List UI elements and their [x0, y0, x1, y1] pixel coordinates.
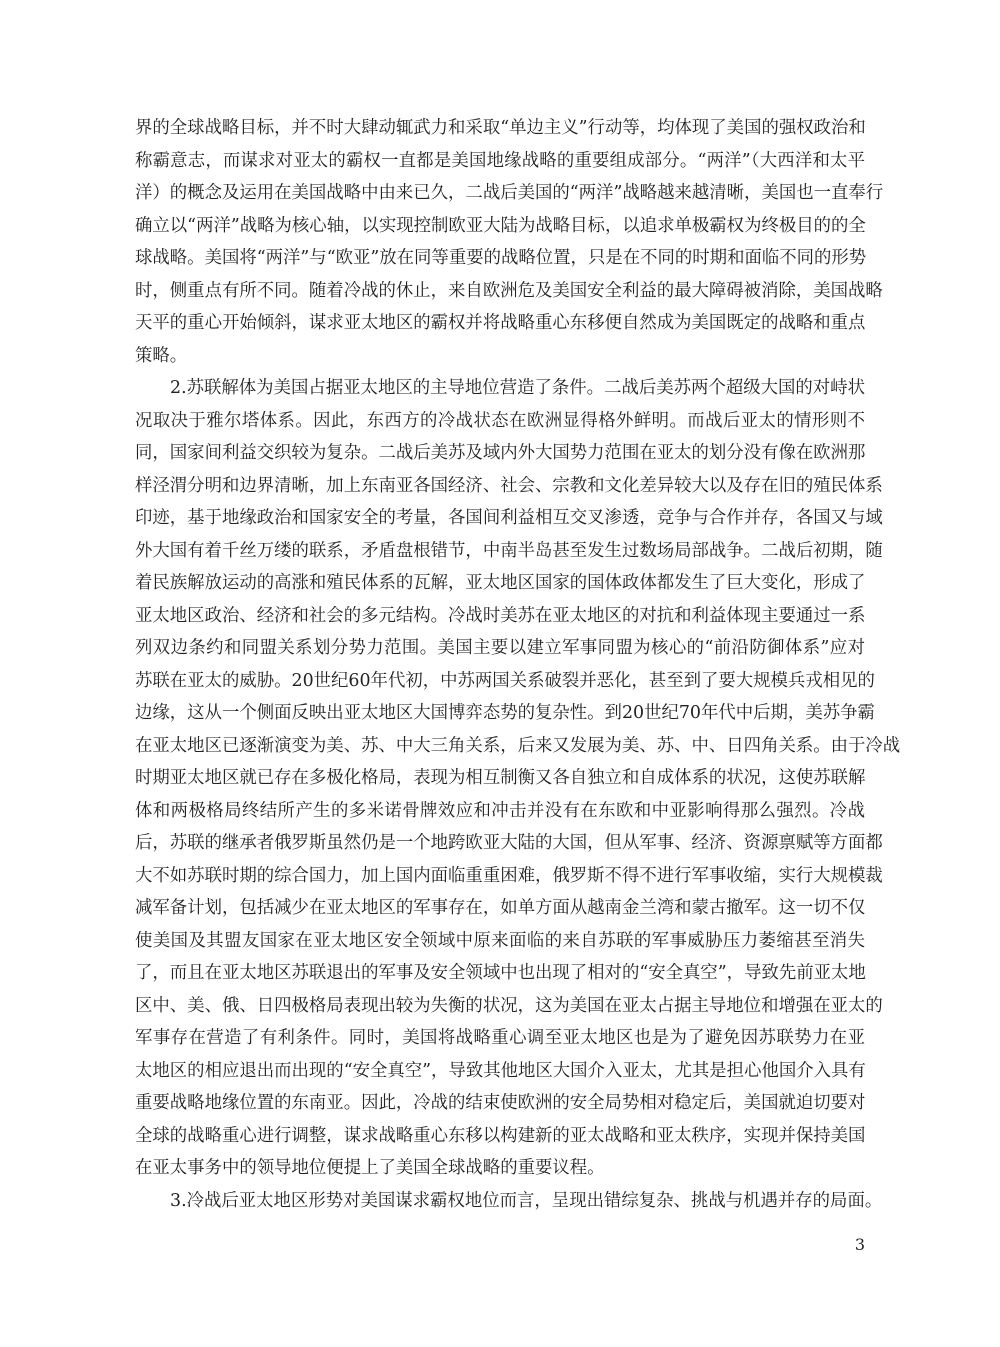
text-line: 况取决于雅尔塔体系。因此，东西方的冷战状态在欧洲显得格外鲜明。而战后亚太的情形则不 — [135, 410, 865, 431]
text-line: 大不如苏联时期的综合国力，加上国内面临重重困难，俄罗斯不得不进行军事收缩，实行大规模裁 — [135, 865, 883, 886]
text-line: 外大国有着千丝万缕的联系，矛盾盘根错节，中南半岛甚至发生过数场局部战争。二战后初期，随 — [135, 540, 883, 561]
text-line: 球战略。美国将“两洋”与“欧亚”放在同等重要的战略位置，只是在不同的时期和面临不同的形势 — [135, 248, 867, 268]
text-line: 洋）的概念及运用在美国战略中由来已久，二战后美国的“两洋”战略越来越清晰，美国也一直奉行 — [135, 183, 884, 203]
text-line: 确立以“两洋”战略为核心轴，以实现控制欧亚大陆为战略目标，以追求单极霸权为终极目的的全 — [135, 215, 866, 236]
text-line: 使美国及其盟友国家在亚太地区安全领域中原来面临的来自苏联的军事威胁压力萎缩甚至消失 — [135, 930, 865, 951]
text-line: 后，苏联的继承者俄罗斯虽然仍是一个地跨欧亚大陆的大国，但从军事、经济、资源禀赋等方面都 — [135, 833, 883, 853]
text-line: 了，而且在亚太地区苏联退出的军事及安全领域中也出现了相对的“安全真空”，导致先前亚太地 — [135, 963, 866, 983]
text-line: 减军备计划，包括减少在亚太地区的军事存在，如单方面从越南金兰湾和蒙古撤军。这一切不仅 — [135, 898, 866, 918]
text-line: 重要战略地缘位置的东南亚。因此，冷战的结束使欧洲的安全局势相对稳定后，美国就迫切要对 — [135, 1093, 866, 1113]
text-line: 着民族解放运动的高涨和殖民体系的瓦解，亚太地区国家的国体政体都发生了巨大变化，形成了 — [135, 573, 866, 593]
text-line: 列双边条约和同盟关系划分势力范围。美国主要以建立军事同盟为核心的“前沿防御体系”应对 — [135, 638, 865, 658]
text-line: 天平的重心开始倾斜，谋求亚太地区的霸权并将战略重心东移便自然成为美国既定的战略和重点 — [135, 313, 866, 333]
text-line: 3.冷战后亚太地区形势对美国谋求霸权地位而言，呈现出错综复杂、挑战与机遇并存的局面。 — [170, 1190, 883, 1211]
text-line: 同，国家间利益交织较为复杂。二战后美苏及域内外大国势力范围在亚太的划分没有像在欧洲那 — [135, 443, 866, 463]
text-line: 样泾渭分明和边界清晰，加上东南亚各国经济、社会、宗教和文化差异较大以及存在旧的殖民体系 — [135, 475, 883, 496]
text-line: 全球的战略重心进行调整，谋求战略重心东移以构建新的亚太战略和亚太秩序，实现并保持美国 — [135, 1125, 866, 1146]
text-line: 区中、美、俄、日四极格局表现出较为失衡的状况，这为美国在亚太占据主导地位和增强在亚太的 — [135, 995, 883, 1016]
page-number: 3 — [854, 1235, 865, 1254]
text-line: 界的全球战略目标，并不时大肆动辄武力和采取“单边主义”行动等，均体现了美国的强权政治和 — [135, 118, 866, 138]
text-line: 2.苏联解体为美国占据亚太地区的主导地位营造了条件。二战后美苏两个超级大国的对峙状 — [170, 378, 865, 398]
text-line: 时，侧重点有所不同。随着冷战的休止，来自欧洲危及美国安全利益的最大障碍被消除，美国战略 — [135, 280, 883, 301]
text-line: 边缘，这从一个侧面反映出亚太地区大国博弈态势的复杂性。到20世纪70年代中后期，美苏争霸 — [135, 703, 875, 723]
text-line: 在亚太事务中的领导地位便提上了美国全球战略的重要议程。 — [135, 1158, 605, 1178]
text-line: 策略。 — [135, 345, 188, 366]
text-line: 苏联在亚太的威胁。20世纪60年代初，中苏两国关系破裂并恶化，甚至到了要大规模兵戎相见的 — [135, 670, 875, 691]
text-line: 印迹，基于地缘政治和国家安全的考量，各国间利益相互交叉渗透，竞争与合作并存，各国又与域 — [135, 508, 883, 528]
text-line: 在亚太地区已逐渐演变为美、苏、中大三角关系，后来又发展为美、苏、中、日四角关系。由于冷战 — [135, 735, 901, 756]
text-line: 亚太地区政治、经济和社会的多元结构。冷战时美苏在亚太地区的对抗和利益体现主要通过一系 — [135, 605, 866, 626]
text-line: 军事存在营造了有利条件。同时，美国将战略重心调至亚太地区也是为了避免因苏联势力在亚 — [135, 1028, 865, 1048]
text-line: 体和两极格局终结所产生的多米诺骨牌效应和冲击并没有在东欧和中亚影响得那么强烈。冷战 — [135, 800, 865, 821]
text-line: 太地区的相应退出而出现的“安全真空”，导致其他地区大国介入亚太，尤其是担心他国介入具有 — [135, 1060, 866, 1081]
text-line: 时期亚太地区就已存在多极化格局，表现为相互制衡又各自独立和自成体系的状况，这使苏联解 — [135, 768, 866, 788]
body-text — [135, 112, 901, 1217]
text-line: 称霸意志，而谋求对亚太的霸权一直都是美国地缘战略的重要组成部分。“两洋”（大西洋和太平 — [135, 150, 865, 171]
